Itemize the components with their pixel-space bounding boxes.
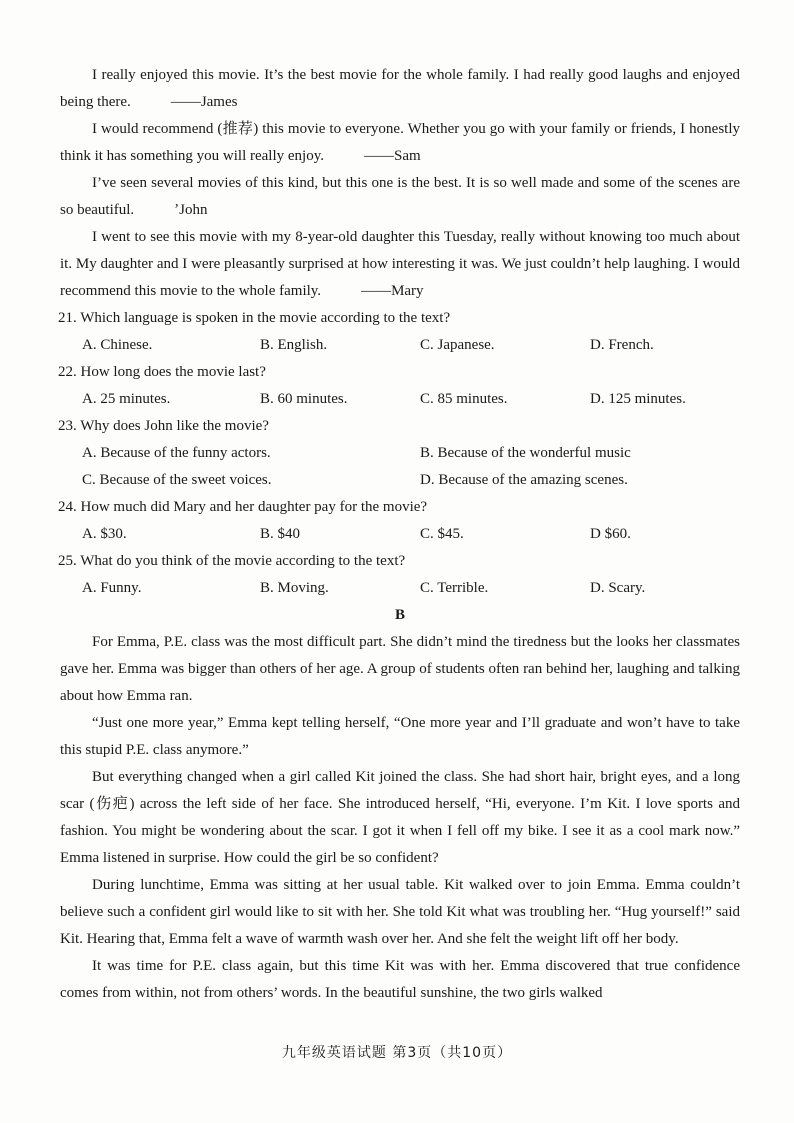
question-options <box>60 332 740 359</box>
story-paragraph: During lunchtime, Emma was sitting at her usual table. Kit walked over to join Emma. Emma couldn’t believe such a confident girl would like to sit with her. She told Kit what was troubling her. “Hug yourself!” said Kit. Hearing that, Emma felt a wave of warmth wash over her. And she felt the weight lift off her body. <box>60 877 740 947</box>
review-author: ——Mary <box>361 283 424 299</box>
review-john: I’ve seen several movies of this kind, but this one is the best. It is so well made and some of the scenes are so beautiful. ʼJohn <box>60 175 740 218</box>
question-stem: 25. What do you think of the movie according to the text? <box>58 553 406 569</box>
question-stem: 22. How long does the movie last? <box>58 364 266 380</box>
option-c[interactable]: C. Japanese. <box>420 337 495 353</box>
option-d[interactable]: D. Because of the amazing scenes. <box>420 472 628 488</box>
option-d[interactable]: D. Scary. <box>590 580 646 596</box>
question-options <box>60 575 740 602</box>
option-a[interactable]: A. $30. <box>82 526 127 542</box>
question-25 <box>60 548 740 602</box>
question-options <box>60 521 740 548</box>
question-options <box>60 440 740 467</box>
question-23 <box>60 413 740 494</box>
review-sam: I would recommend (推荐) this movie to everyone. Whether you go with your family or friends, I honestly think it has something you will really enjoy. ——Sam <box>60 121 740 164</box>
review-james: I really enjoyed this movie. It’s the best movie for the whole family. I had really good laughs and enjoyed being there. ——James <box>60 67 740 110</box>
option-c[interactable]: C. $45. <box>420 526 464 542</box>
option-c[interactable]: C. Terrible. <box>420 580 489 596</box>
question-21 <box>60 305 740 359</box>
story-paragraph: But everything changed when a girl called Kit joined the class. She had short hair, bright eyes, and a long scar (伤疤) across the left side of her face. She introduced herself, “Hi, everyone. I’m Kit. I love sports and fashion. You might be wondering about the scar. I got it when I fell off my bike. I see it as a cool mark now.” Emma listened in surprise. How could the girl be so confident? <box>60 769 740 866</box>
option-c[interactable]: C. Because of the sweet voices. <box>82 472 272 488</box>
option-a[interactable]: A. Because of the funny actors. <box>82 445 271 461</box>
review-mary: I went to see this movie with my 8-year-old daughter this Tuesday, really without knowing too much about it. My daughter and I were pleasantly surprised at how interesting it was. We just couldn’t help laughing. I would recommend this movie to the whole family. ——Mary <box>60 229 740 299</box>
question-stem: 24. How much did Mary and her daughter pay for the movie? <box>58 499 428 515</box>
review-author: ——Sam <box>364 148 421 164</box>
story-paragraph: For Emma, P.E. class was the most difficult part. She didn’t mind the tiredness but the looks her classmates gave her. Emma was bigger than others of her age. A group of students often ran behind her, laughing and talking about how Emma ran. <box>60 634 740 704</box>
option-d[interactable]: D. 125 minutes. <box>590 391 686 407</box>
option-b[interactable]: B. $40 <box>260 526 301 542</box>
option-a[interactable]: A. 25 minutes. <box>82 391 171 407</box>
question-stem: 21. Which language is spoken in the movie according to the text? <box>58 310 451 326</box>
option-b[interactable]: B. Because of the wonderful music <box>420 445 631 461</box>
option-b[interactable]: B. Moving. <box>260 580 329 596</box>
question-22 <box>60 359 740 413</box>
option-d[interactable]: D. French. <box>590 337 654 353</box>
story-paragraph: It was time for P.E. class again, but this time Kit was with her. Emma discovered that true confidence comes from within, not from others’ words. In the beautiful sunshine, the two girls walked <box>60 958 740 1001</box>
question-options <box>60 386 740 413</box>
page-content <box>60 62 740 1007</box>
review-author: ——James <box>170 94 238 110</box>
review-author: ʼJohn <box>174 202 208 218</box>
option-a[interactable]: A. Chinese. <box>82 337 153 353</box>
question-stem: 23. Why does John like the movie? <box>58 418 269 434</box>
option-d[interactable]: D $60. <box>590 526 631 542</box>
option-b[interactable]: B. 60 minutes. <box>260 391 348 407</box>
story-paragraph: “Just one more year,” Emma kept telling herself, “One more year and I’ll graduate and won’t have to take this stupid P.E. class anymore.” <box>60 715 740 758</box>
section-heading: B <box>394 607 405 623</box>
option-c[interactable]: C. 85 minutes. <box>420 391 508 407</box>
page-footer: 九年级英语试题 第3页（共10页） <box>281 1045 513 1061</box>
question-options <box>60 467 740 494</box>
question-24 <box>60 494 740 548</box>
option-a[interactable]: A. Funny. <box>82 580 142 596</box>
option-b[interactable]: B. English. <box>260 337 328 353</box>
